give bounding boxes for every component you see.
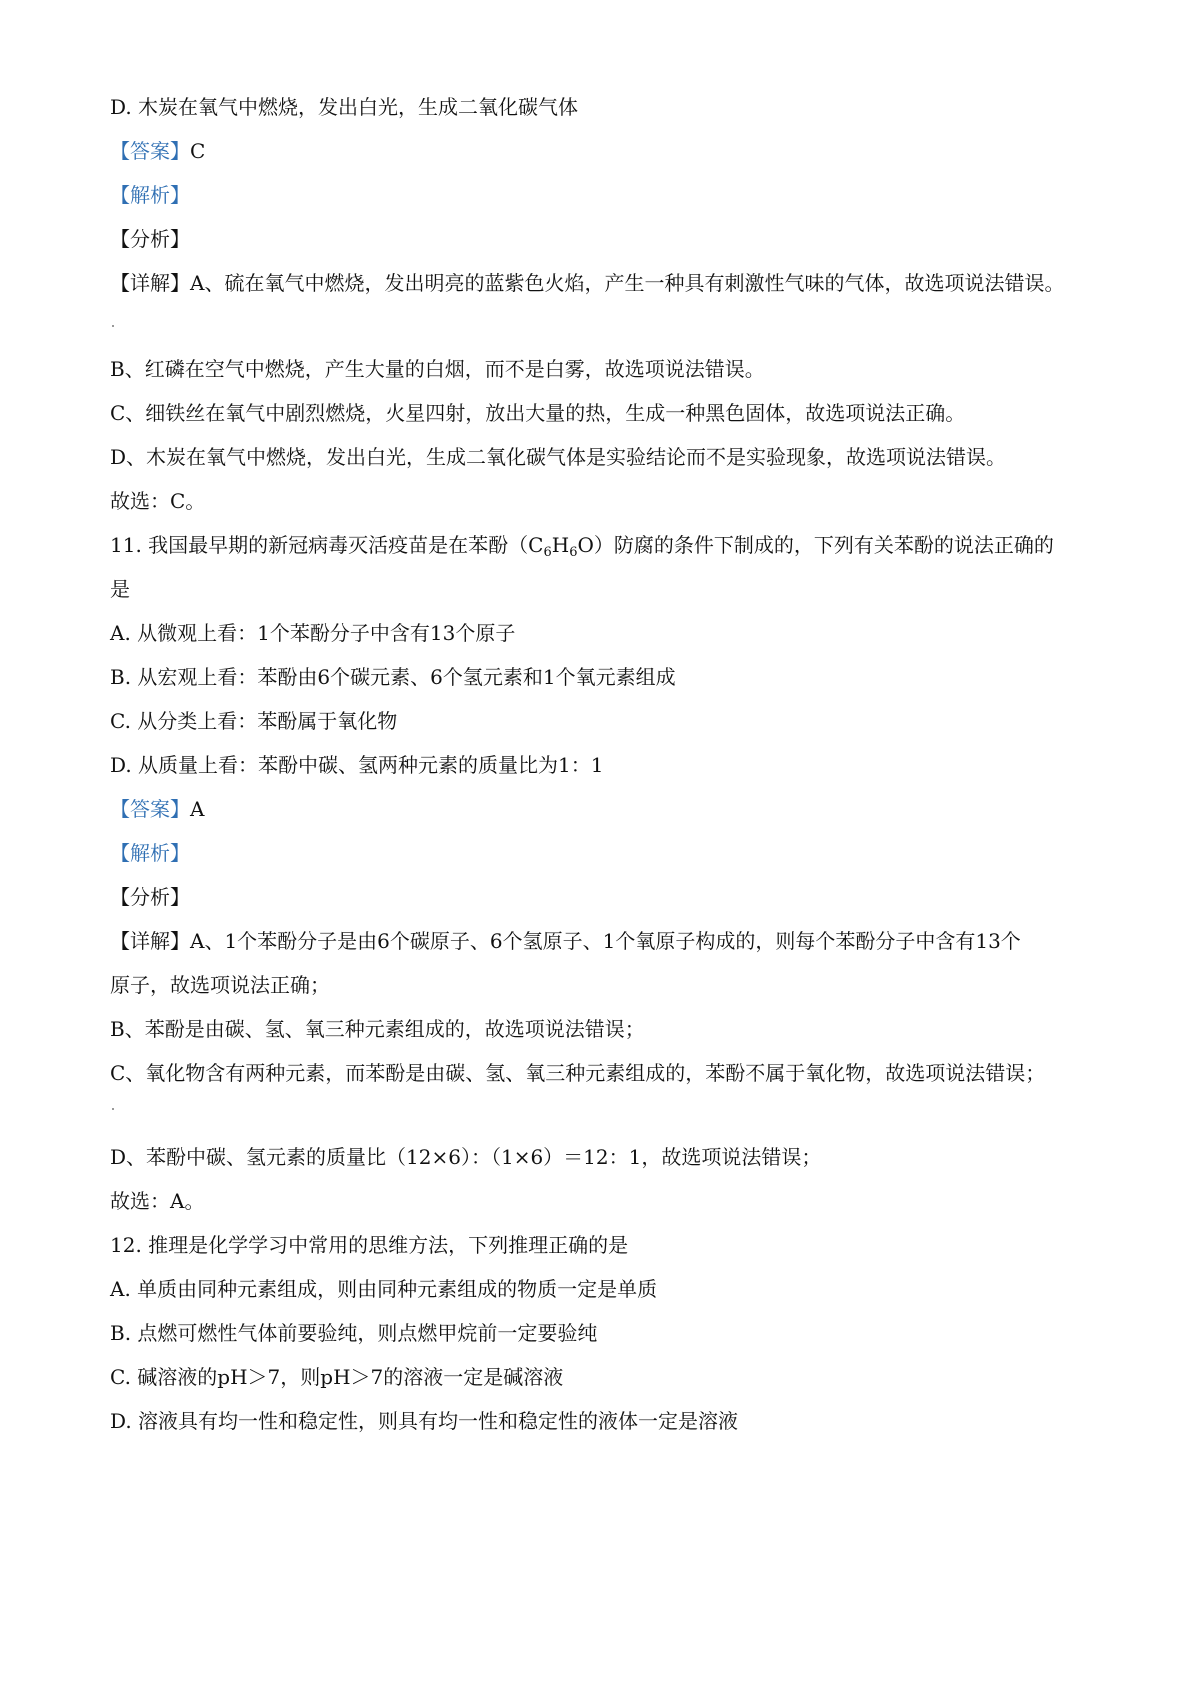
q11-answer	[110, 794, 204, 824]
q11-option-c: C. 从分类上看：苯酚属于氧化物	[110, 709, 398, 733]
q11-mid1: H	[551, 533, 570, 557]
q11-sub1: 6	[543, 545, 552, 560]
q12-option-b: B. 点燃可燃性气体前要验纯，则点燃甲烷前一定要验纯	[110, 1321, 598, 1345]
q11-stem-post: O）防腐的条件下制成的，下列有关苯酚的说法正确的	[577, 533, 1054, 557]
q10-detail-c: C、细铁丝在氧气中剧烈燃烧，火星四射，放出大量的热，生成一种黑色固体，故选项说法正确。	[110, 401, 966, 425]
q11-option-b: B. 从宏观上看：苯酚由6个碳元素、6个氢元素和1个氧元素组成	[110, 665, 676, 689]
q12-option-d: D. 溶液具有均一性和稳定性，则具有均一性和稳定性的液体一定是溶液	[110, 1409, 739, 1433]
q11-stem-line2: 是	[110, 577, 130, 601]
q10-choose: 故选：C。	[110, 489, 206, 513]
q12-stem: 12. 推理是化学学习中常用的思维方法，下列推理正确的是	[110, 1233, 629, 1257]
q11-fenxi: 【分析】	[110, 885, 190, 909]
answer-value: C	[190, 139, 206, 163]
q10-answer	[110, 136, 205, 166]
dot-mark	[112, 1108, 114, 1110]
q11-stem-pre: 11. 我国最早期的新冠病毒灭活疫苗是在苯酚（C	[110, 533, 544, 557]
q10-detail-a: 【详解】A、硫在氧气中燃烧，发出明亮的蓝紫色火焰，产生一种具有刺激性气味的气体，故选项说法错误。	[110, 271, 1065, 295]
q12-option-c: C. 碱溶液的pH＞7，则pH＞7的溶液一定是碱溶液	[110, 1365, 564, 1389]
answer-value: A	[190, 797, 205, 821]
q11-choose: 故选：A。	[110, 1189, 205, 1213]
q10-option-d: D. 木炭在氧气中燃烧，发出白光，生成二氧化碳气体	[110, 95, 579, 119]
q11-option-a: A. 从微观上看：1个苯酚分子中含有13个原子	[110, 621, 516, 645]
q11-detail-c: C、氧化物含有两种元素，而苯酚是由碳、氢、氧三种元素组成的，苯酚不属于氧化物，故选项说法错误；	[110, 1061, 1046, 1085]
q10-fenxi: 【分析】	[110, 227, 190, 251]
q11-detail-a2: 原子，故选项说法正确；	[110, 973, 330, 997]
q11-detail-b: B、苯酚是由碳、氢、氧三种元素组成的，故选项说法错误；	[110, 1017, 645, 1041]
q11-detail-a1: 【详解】A、1个苯酚分子是由6个碳原子、6个氢原子、1个氧原子构成的，则每个苯酚分子中含有13个	[110, 929, 1021, 953]
q11-stem	[110, 530, 1054, 560]
q11-analysis-tag: 【解析】	[110, 841, 190, 865]
q10-detail-d: D、木炭在氧气中燃烧，发出白光，生成二氧化碳气体是实验结论而不是实验现象，故选项说法错误。	[110, 445, 1007, 469]
answer-tag: 【答案】	[110, 797, 190, 821]
q12-option-a: A. 单质由同种元素组成，则由同种元素组成的物质一定是单质	[110, 1277, 658, 1301]
q10-detail-b: B、红磷在空气中燃烧，产生大量的白烟，而不是白雾，故选项说法错误。	[110, 357, 765, 381]
q11-sub2: 6	[569, 545, 578, 560]
answer-tag: 【答案】	[110, 139, 190, 163]
dot-mark	[112, 325, 114, 327]
q11-detail-d: D、苯酚中碳、氢元素的质量比（12×6）：（1×6）＝12：1，故选项说法错误；	[110, 1145, 822, 1169]
q11-option-d: D. 从质量上看：苯酚中碳、氢两种元素的质量比为1：1	[110, 753, 604, 777]
q10-analysis-tag: 【解析】	[110, 183, 190, 207]
